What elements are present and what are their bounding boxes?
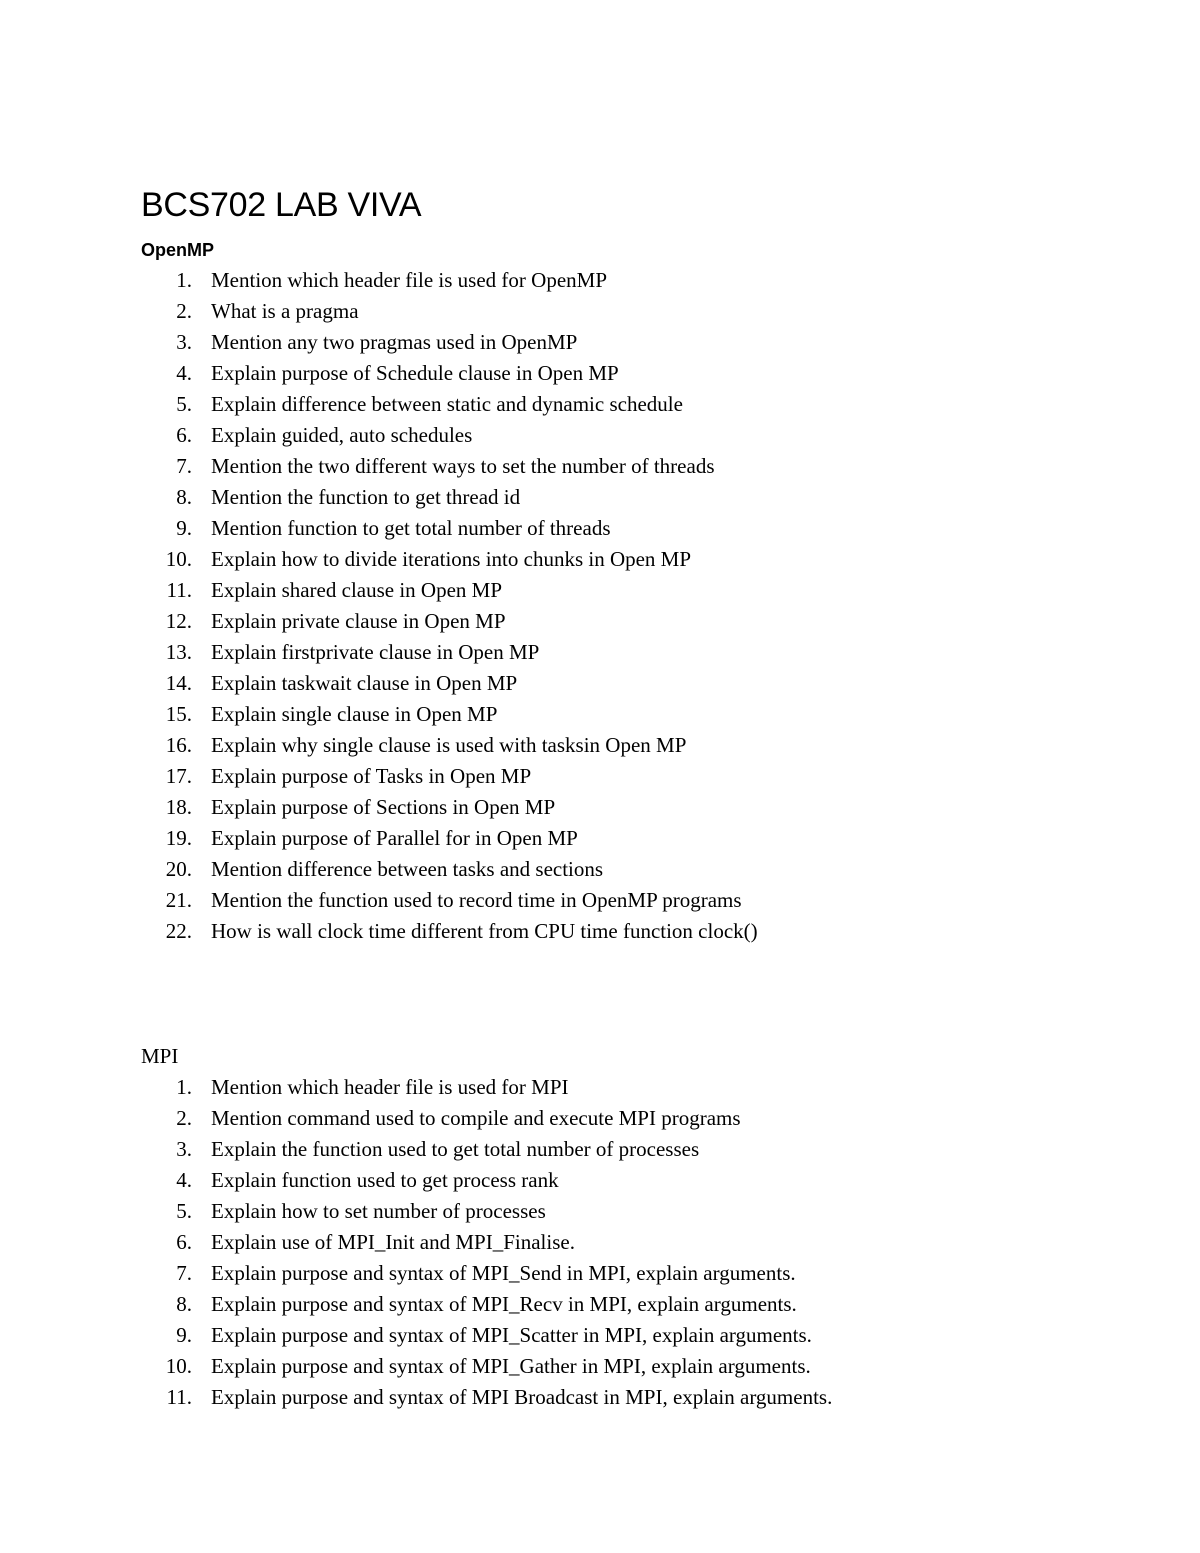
list-item-number: 5. (176, 392, 192, 416)
list-item-number: 22. (165, 919, 192, 943)
list-item-text: How is wall clock time different from CPU time function clock() (211, 919, 758, 943)
list-item-text: Mention the function to get thread id (211, 485, 521, 509)
list-item-text: Mention any two pragmas used in OpenMP (211, 330, 578, 354)
list-item-text: Explain purpose and syntax of MPI_Scatter in MPI, explain arguments. (211, 1323, 812, 1347)
list-item-number: 6. (176, 1230, 192, 1254)
list-item-text: Explain firstprivate clause in Open MP (211, 640, 540, 664)
list-item-text: Explain single clause in Open MP (211, 702, 498, 726)
list-item-number: 20. (165, 857, 192, 881)
list-item-number: 9. (176, 1323, 192, 1347)
list-item-number: 7. (176, 454, 192, 478)
list-item-text: Explain purpose of Parallel for in Open MP (211, 826, 578, 850)
list-item-text: Explain purpose of Sections in Open MP (211, 795, 556, 819)
list-item-number: 14. (165, 671, 192, 695)
list-item-text: Mention difference between tasks and sections (211, 857, 604, 881)
list-item-number: 15. (165, 702, 192, 726)
list-item-number: 13. (165, 640, 192, 664)
list-item-number: 8. (176, 1292, 192, 1316)
list-item-number: 7. (176, 1261, 192, 1285)
list-item-text: Explain purpose and syntax of MPI_Send in MPI, explain arguments. (211, 1261, 796, 1285)
list-item-number: 4. (176, 361, 192, 385)
list-item-text: Explain purpose of Tasks in Open MP (211, 764, 532, 788)
list-item-text: Explain shared clause in Open MP (211, 578, 503, 602)
list-item-number: 8. (176, 485, 192, 509)
list-item-text: Explain private clause in Open MP (211, 609, 506, 633)
list-item-text: Mention command used to compile and execute MPI programs (211, 1106, 741, 1130)
list-item-number: 2. (176, 1106, 192, 1130)
list-item-number: 9. (176, 516, 192, 540)
list-item-number: 18. (165, 795, 192, 819)
list-item-number: 1. (176, 1075, 192, 1099)
list-item-text: Explain why single clause is used with tasksin Open MP (211, 733, 687, 757)
list-item-number: 11. (166, 1385, 192, 1409)
list-item-number: 5. (176, 1199, 192, 1223)
page-title: BCS702 LAB VIVA (141, 186, 422, 224)
list-item-text: What is a pragma (211, 299, 359, 323)
list-item-number: 6. (176, 423, 192, 447)
list-item-number: 21. (165, 888, 192, 912)
list-item-number: 10. (165, 1354, 192, 1378)
list-item-text: Explain guided, auto schedules (211, 423, 473, 447)
list-item-text: Mention which header file is used for MPI (211, 1075, 569, 1099)
list-item-text: Explain how to set number of processes (211, 1199, 546, 1223)
list-item-number: 3. (176, 1137, 192, 1161)
list-item-text: Explain purpose of Schedule clause in Open MP (211, 361, 619, 385)
list-item-text: Explain purpose and syntax of MPI_Recv in MPI, explain arguments. (211, 1292, 797, 1316)
list-item-number: 11. (166, 578, 192, 602)
list-item-number: 16. (165, 733, 192, 757)
section-heading-openmp: OpenMP (141, 240, 215, 260)
list-item-number: 1. (176, 268, 192, 292)
list-item-text: Mention the two different ways to set the number of threads (211, 454, 715, 478)
list-item-number: 4. (176, 1168, 192, 1192)
list-item-number: 12. (165, 609, 192, 633)
list-item-number: 3. (176, 330, 192, 354)
list-item-text: Explain how to divide iterations into chunks in Open MP (211, 547, 692, 571)
list-item-text: Explain purpose and syntax of MPI Broadcast in MPI, explain arguments. (211, 1385, 833, 1409)
list-item-text: Explain taskwait clause in Open MP (211, 671, 518, 695)
list-item-text: Mention the function used to record time in OpenMP programs (211, 888, 742, 912)
list-item-number: 19. (165, 826, 192, 850)
list-item-text: Explain use of MPI_Init and MPI_Finalise. (211, 1230, 575, 1254)
list-item-text: Mention function to get total number of threads (211, 516, 611, 540)
list-item-text: Explain difference between static and dynamic schedule (211, 392, 683, 416)
list-item-text: Mention which header file is used for OpenMP (211, 268, 607, 292)
section-heading-mpi: MPI (141, 1044, 179, 1068)
list-item-text: Explain purpose and syntax of MPI_Gather in MPI, explain arguments. (211, 1354, 811, 1378)
list-item-text: Explain the function used to get total number of processes (211, 1137, 700, 1161)
list-item-number: 2. (176, 299, 192, 323)
list-item-number: 17. (165, 764, 192, 788)
list-item-number: 10. (165, 547, 192, 571)
list-item-text: Explain function used to get process rank (211, 1168, 559, 1192)
